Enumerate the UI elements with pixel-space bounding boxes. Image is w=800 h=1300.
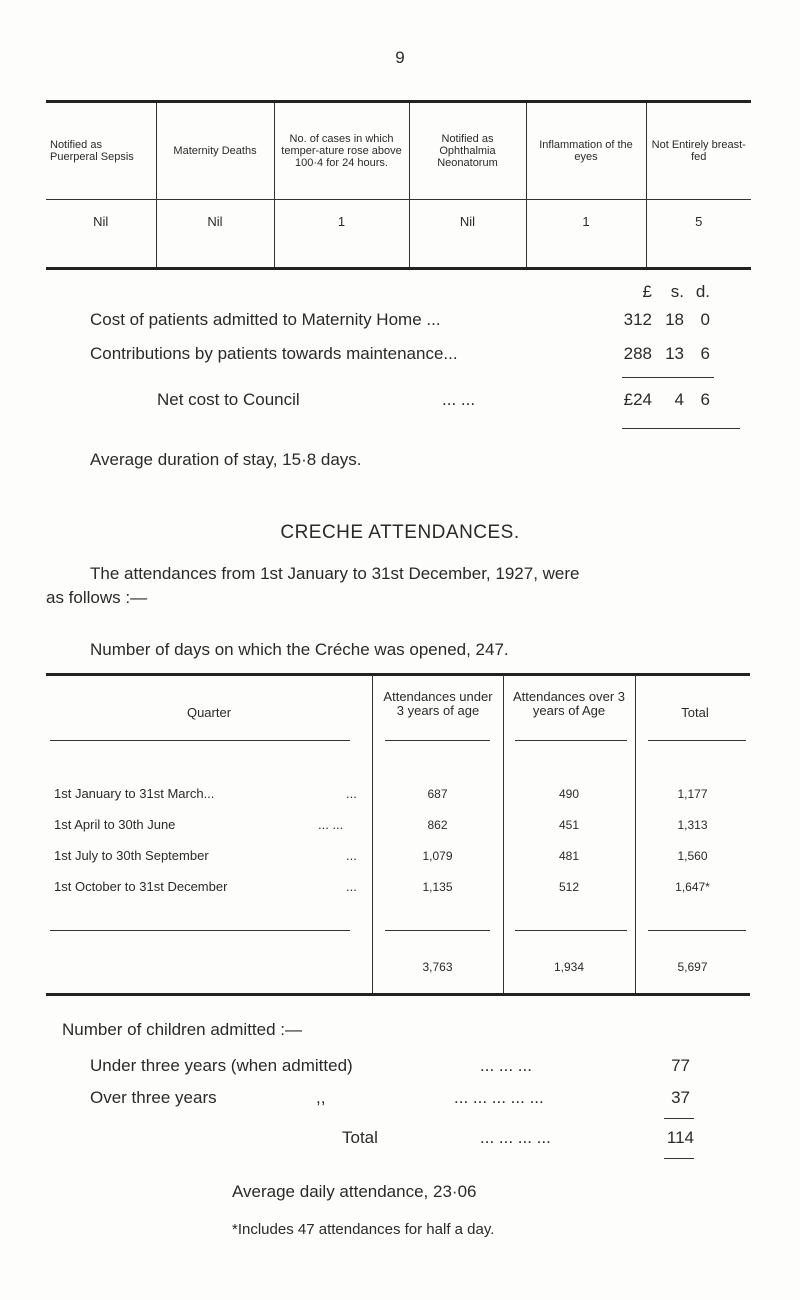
ditto-mark: ,, bbox=[316, 1088, 326, 1107]
total-rule bbox=[622, 428, 740, 429]
table-header-row bbox=[46, 103, 751, 200]
under3-total: 3,763 bbox=[422, 960, 453, 974]
table-cell: Nil bbox=[156, 200, 274, 268]
table-bottom-border bbox=[46, 993, 750, 996]
totals-rule bbox=[648, 930, 746, 931]
totals-rule bbox=[385, 930, 490, 931]
children-heading: Number of children admitted :— bbox=[62, 1020, 302, 1039]
total-rule bbox=[664, 1158, 694, 1159]
leader-dots: ... bbox=[346, 786, 357, 801]
cost-pence: 6 bbox=[700, 344, 710, 363]
column-header: Maternity Deaths bbox=[156, 103, 274, 200]
under3-value: 1,079 bbox=[422, 849, 453, 863]
cost-shillings: 13 bbox=[665, 344, 684, 363]
header-rule bbox=[648, 740, 746, 741]
average-attendance: Average daily attendance, 23·06 bbox=[232, 1182, 477, 1201]
over3-value: 481 bbox=[558, 849, 580, 863]
intro-line: The attendances from 1st January to 31st December, 1927, were bbox=[90, 564, 580, 583]
header-rule bbox=[50, 740, 350, 741]
column-divider bbox=[503, 675, 504, 995]
header-rule bbox=[515, 740, 627, 741]
net-pence: 6 bbox=[700, 390, 710, 409]
column-divider bbox=[372, 675, 373, 995]
column-header: Quarter bbox=[186, 705, 232, 720]
intro-line: as follows :— bbox=[46, 588, 148, 607]
children-count: 37 bbox=[671, 1088, 690, 1107]
leader-dots: ... ... ... ... bbox=[480, 1128, 551, 1147]
sum-rule bbox=[622, 377, 714, 378]
table-cell: 1 bbox=[274, 200, 409, 268]
cost-pounds: 288 bbox=[623, 344, 652, 363]
page-number: 9 bbox=[395, 48, 405, 67]
column-divider bbox=[635, 675, 636, 995]
table-cell: 1 bbox=[526, 200, 646, 268]
cost-pence: 0 bbox=[700, 310, 710, 329]
children-row-label: Under three years (when admitted) bbox=[90, 1056, 353, 1075]
column-header: Attendances over 3 years of Age bbox=[512, 689, 626, 718]
column-header: Notified as Puerperal Sepsis bbox=[46, 103, 156, 200]
totals-rule bbox=[50, 930, 350, 931]
over3-value: 490 bbox=[558, 787, 580, 801]
cost-row-label: Cost of patients admitted to Maternity Home ... bbox=[90, 310, 441, 329]
under3-value: 687 bbox=[427, 787, 448, 801]
table-cell: 5 bbox=[695, 214, 703, 229]
children-count: 77 bbox=[671, 1056, 690, 1075]
cost-pounds: 312 bbox=[623, 310, 652, 329]
total-value: 1,313 bbox=[677, 818, 708, 832]
total-label: Total bbox=[342, 1128, 378, 1147]
average-stay: Average duration of stay, 15·8 days. bbox=[90, 450, 362, 469]
leader-dots: ... ... ... ... ... bbox=[454, 1088, 544, 1107]
over3-total: 1,934 bbox=[553, 960, 585, 974]
cost-row-label: Contributions by patients towards maintenance... bbox=[90, 344, 458, 363]
sum-rule bbox=[664, 1118, 694, 1119]
pounds-header: £ bbox=[642, 282, 652, 301]
over3-value: 512 bbox=[558, 880, 580, 894]
pence-header: d. bbox=[695, 282, 710, 301]
total-value: 1,647* bbox=[675, 880, 710, 894]
quarter-label: 1st October to 31st December bbox=[54, 879, 228, 894]
totals-rule bbox=[515, 930, 627, 931]
leader-dots: ... ... bbox=[318, 817, 344, 832]
total-count: 114 bbox=[666, 1128, 694, 1147]
column-header: Not Entirely breast-fed bbox=[646, 103, 751, 200]
cost-shillings: 18 bbox=[665, 310, 684, 329]
footnote: *Includes 47 attendances for half a day. bbox=[232, 1221, 495, 1238]
total-value: 1,560 bbox=[677, 849, 708, 863]
shillings-header: s. bbox=[670, 282, 684, 301]
leader-dots: ... bbox=[346, 879, 357, 894]
net-cost-label: Net cost to Council bbox=[157, 390, 300, 409]
over3-value: 451 bbox=[558, 818, 580, 832]
quarter-label: 1st April to 30th June bbox=[54, 817, 176, 832]
days-open: Number of days on which the Créche was opened, 247. bbox=[90, 640, 509, 659]
grand-total: 5,697 bbox=[677, 960, 708, 974]
table-cell: Nil bbox=[409, 200, 526, 268]
under3-value: 1,135 bbox=[422, 880, 453, 894]
column-header: Inflammation of the eyes bbox=[526, 103, 646, 200]
leader-dots: ... ... ... bbox=[480, 1056, 532, 1075]
children-row-label: Over three years bbox=[90, 1088, 217, 1107]
column-header: No. of cases in which temper-ature rose above 100·4 for 24 hours. bbox=[274, 103, 409, 200]
net-shillings: 4 bbox=[674, 390, 684, 409]
total-value: 1,177 bbox=[677, 787, 708, 801]
net-pounds: £24 bbox=[623, 390, 652, 409]
table-top-border bbox=[46, 673, 750, 676]
under3-value: 862 bbox=[427, 818, 448, 832]
header-rule bbox=[385, 740, 490, 741]
table-cell: Nil bbox=[46, 200, 156, 268]
column-header: Total bbox=[681, 705, 709, 720]
leader-dots: ... bbox=[346, 848, 357, 863]
quarter-label: 1st January to 31st March... bbox=[54, 786, 215, 801]
column-header: Attendances under 3 years of age bbox=[383, 689, 493, 718]
table-row bbox=[46, 200, 751, 268]
section-heading: CRECHE ATTENDANCES. bbox=[280, 522, 520, 543]
maternity-statistics-table bbox=[46, 100, 751, 270]
column-header: Notified as Ophthalmia Neonatorum bbox=[409, 103, 526, 200]
quarter-label: 1st July to 30th September bbox=[54, 848, 209, 863]
leader-dots: ... ... bbox=[442, 390, 476, 409]
